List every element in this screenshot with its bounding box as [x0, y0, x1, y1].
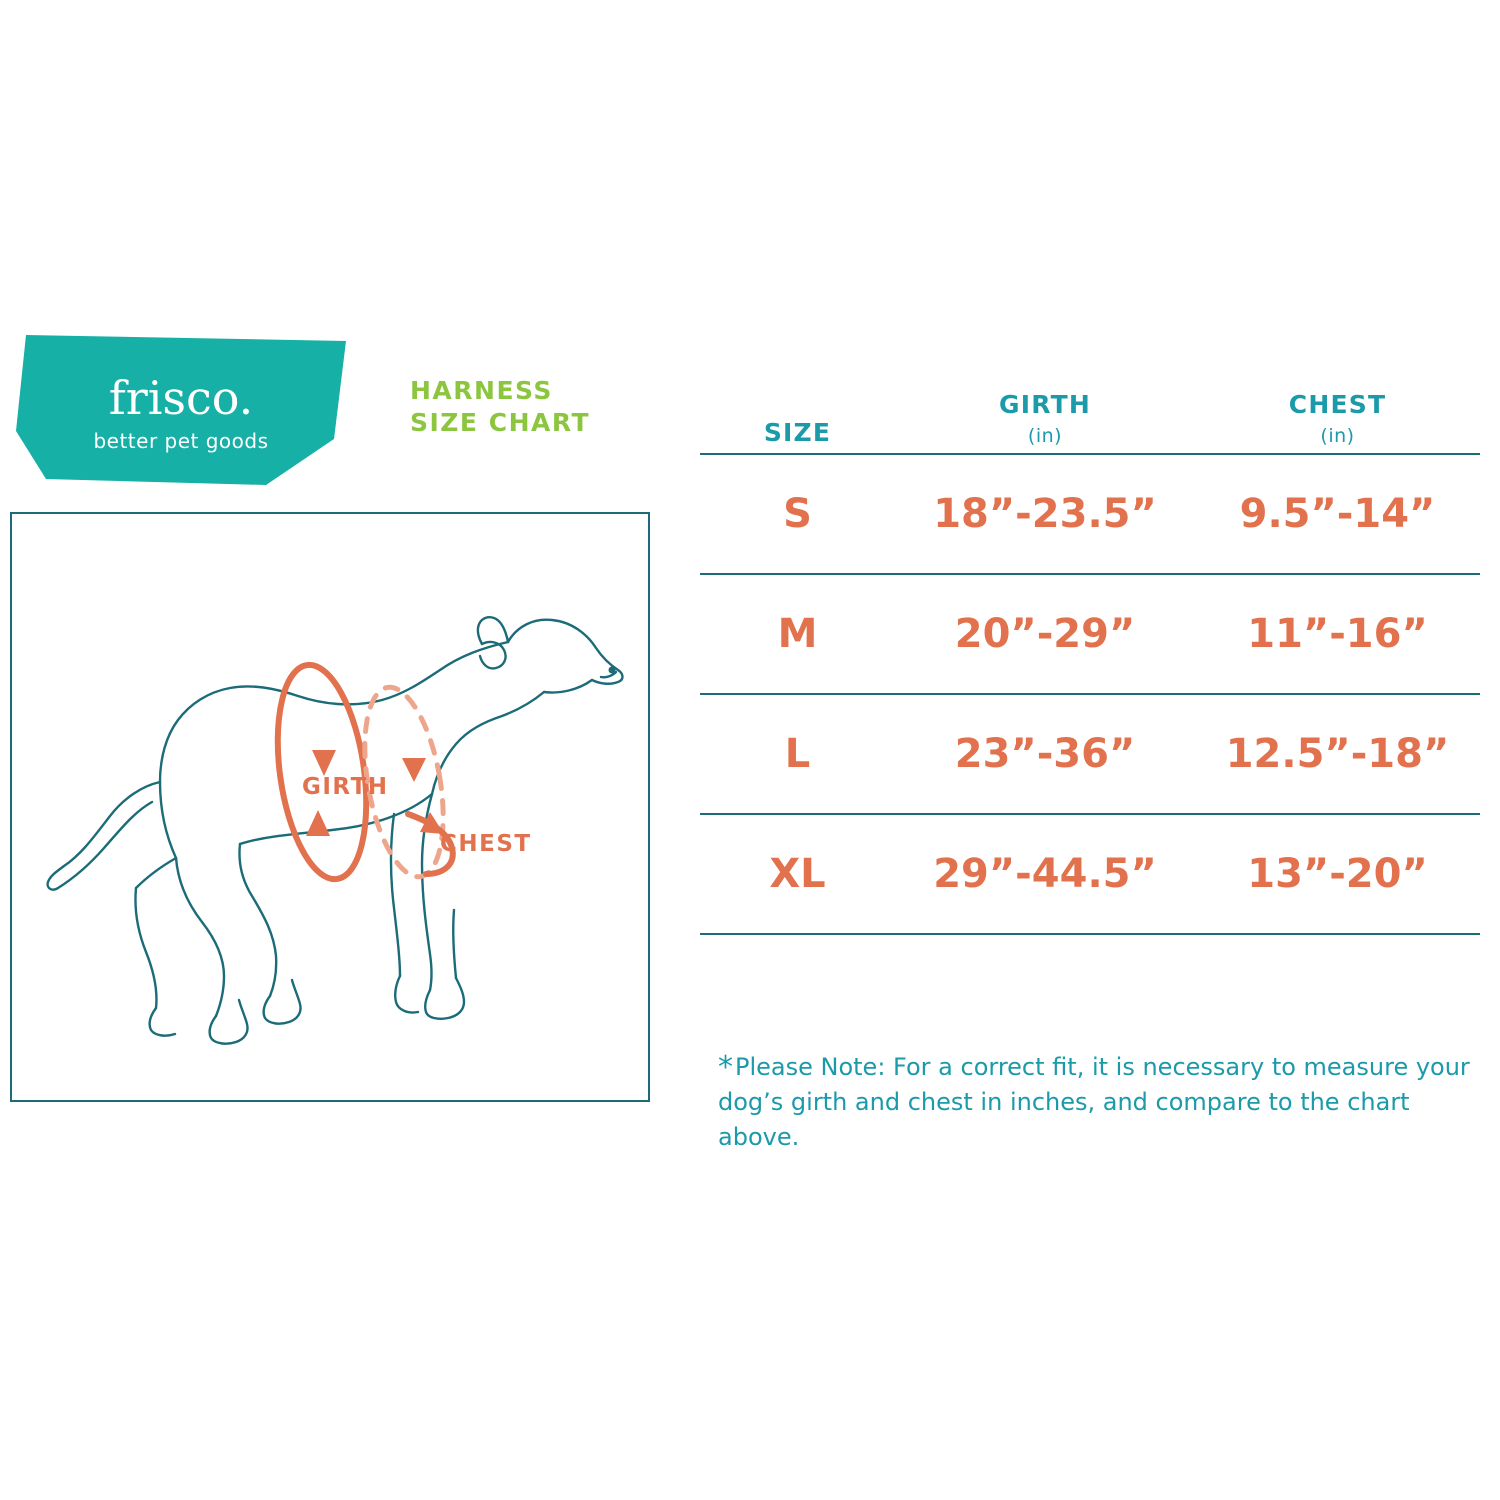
- size-table: [700, 390, 1480, 935]
- cell-size: XL: [700, 814, 895, 934]
- dog-diagram-svg: [12, 514, 648, 1100]
- cell-chest: 9.5”-14”: [1195, 454, 1480, 574]
- cell-size: M: [700, 574, 895, 694]
- page-title-line2: SIZE CHART: [410, 408, 591, 437]
- brand-logo-badge: [16, 335, 346, 485]
- table-row: [700, 694, 1480, 814]
- brand-tagline: better pet goods: [93, 429, 269, 453]
- page-title-line1: HARNESS: [410, 376, 553, 405]
- cell-chest: 12.5”-18”: [1195, 694, 1480, 814]
- column-header-chest-label: CHEST: [1288, 390, 1387, 419]
- size-table-wrapper: [700, 390, 1480, 935]
- girth-loop: [265, 659, 378, 885]
- cell-chest: 13”-20”: [1195, 814, 1480, 934]
- girth-arrow-up: [306, 810, 330, 836]
- column-header-girth-label: GIRTH: [999, 390, 1091, 419]
- table-row: [700, 454, 1480, 574]
- column-header-chest-unit: (in): [1320, 425, 1355, 447]
- cell-girth: 29”-44.5”: [895, 814, 1195, 934]
- girth-arrow-down: [312, 750, 336, 776]
- column-header-size: [700, 390, 895, 454]
- column-header-size-label: SIZE: [763, 418, 832, 447]
- chest-label: CHEST: [440, 831, 532, 857]
- footnote-marker: *: [718, 1050, 733, 1085]
- page-title: [410, 375, 680, 439]
- footnote-text: Please Note: For a correct fit, it is necessary to measure your dog’s girth and chest in inches, and compare to the chart above.: [718, 1053, 1470, 1151]
- column-header-girth-unit: (in): [1027, 425, 1063, 447]
- cell-girth: 20”-29”: [895, 574, 1195, 694]
- cell-size: L: [700, 694, 895, 814]
- column-header-girth: [895, 390, 1195, 454]
- cell-girth: 23”-36”: [895, 694, 1195, 814]
- chest-arrow-down: [402, 758, 426, 782]
- girth-label: GIRTH: [302, 774, 389, 800]
- size-table-header: [700, 390, 1480, 454]
- table-header-row: [700, 390, 1480, 454]
- footnote: [718, 1050, 1478, 1154]
- table-row: [700, 574, 1480, 694]
- cell-chest: 11”-16”: [1195, 574, 1480, 694]
- column-header-chest: [1195, 390, 1480, 454]
- table-row: [700, 814, 1480, 934]
- size-table-body: [700, 454, 1480, 934]
- dog-measurement-illustration: [10, 512, 650, 1102]
- cell-girth: 18”-23.5”: [895, 454, 1195, 574]
- brand-name: frisco.: [108, 371, 254, 425]
- cell-size: S: [700, 454, 895, 574]
